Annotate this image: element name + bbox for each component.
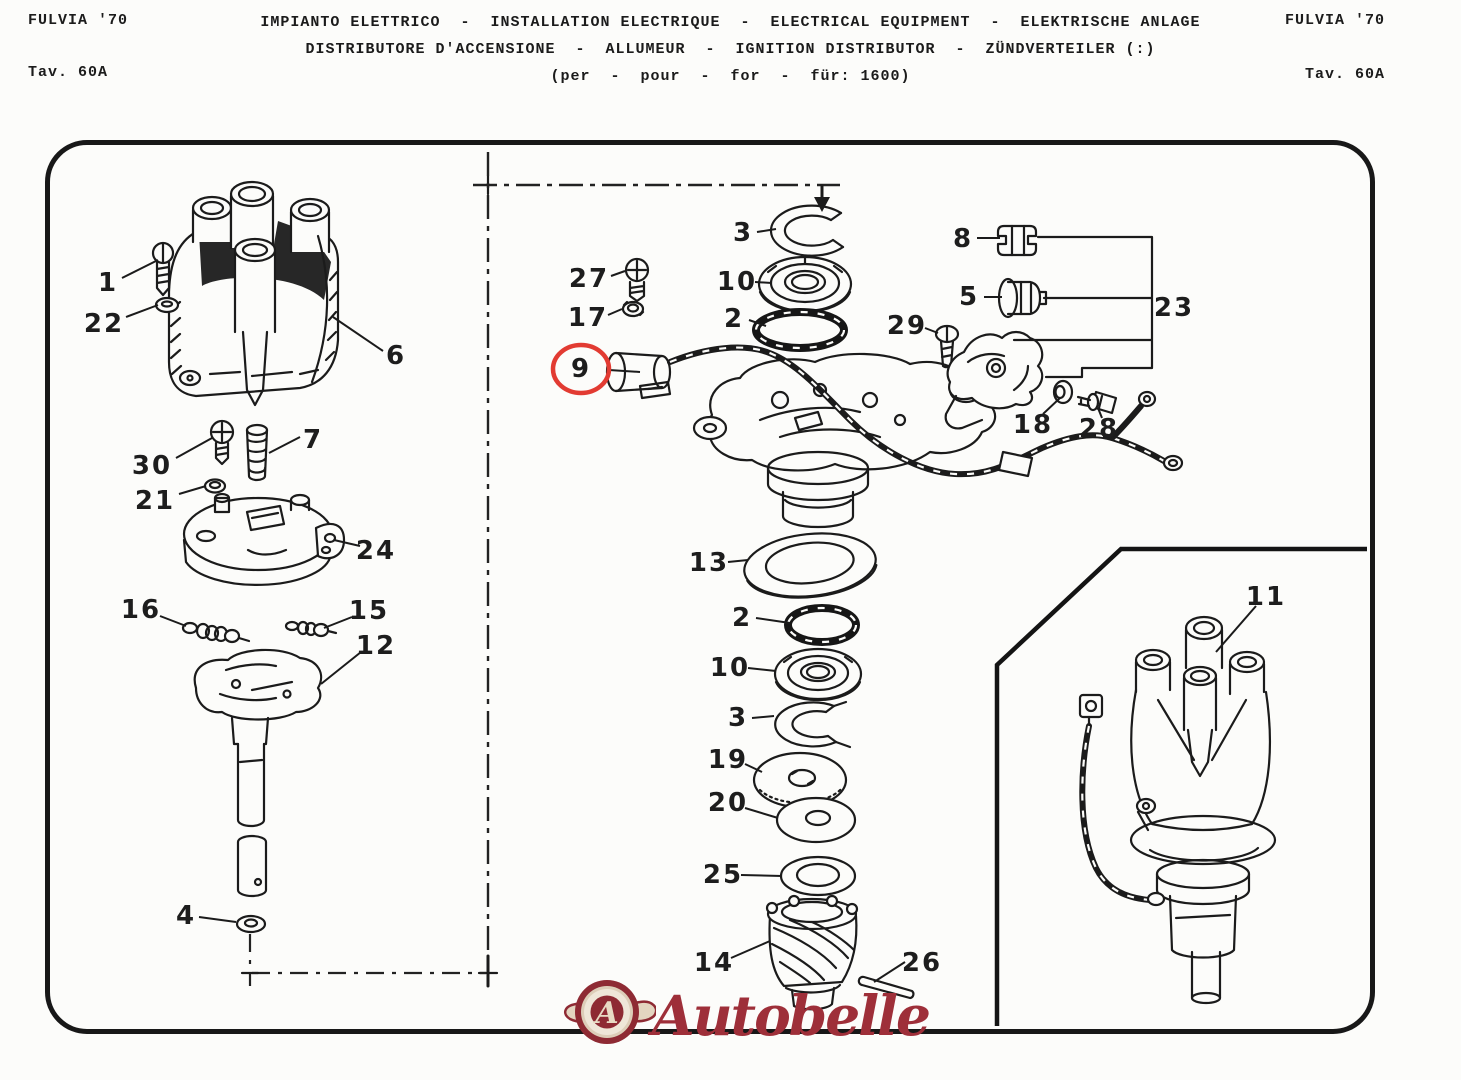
watermark-emblem-icon bbox=[560, 970, 656, 1058]
part-6-distributor-cap bbox=[169, 182, 338, 405]
part-5-grommet bbox=[999, 279, 1046, 317]
part-label-16-7: 16 bbox=[120, 595, 162, 625]
part-12-rotor-shaft bbox=[195, 650, 321, 896]
part-label-13-23: 13 bbox=[688, 548, 730, 578]
part-label-6-2: 6 bbox=[385, 341, 407, 371]
part-25-ring bbox=[781, 857, 855, 895]
part-label-9-13: 9 bbox=[570, 354, 592, 384]
model-name-right: FULVIA '70 bbox=[1284, 12, 1385, 29]
part-label-5-19: 5 bbox=[958, 282, 980, 312]
leader-line-27 bbox=[611, 271, 625, 276]
leader-line-20 bbox=[745, 808, 778, 818]
leader-line-16 bbox=[160, 616, 186, 626]
part-label-23-20: 23 bbox=[1153, 293, 1195, 323]
part-label-29-17: 29 bbox=[886, 311, 928, 341]
part-3-circlip-upper bbox=[771, 206, 843, 256]
part-label-22-1: 22 bbox=[83, 309, 125, 339]
leader-line-10 bbox=[748, 668, 776, 671]
part-21-nut bbox=[205, 480, 225, 493]
part-label-3-26: 3 bbox=[727, 703, 749, 733]
part-9-condenser bbox=[607, 353, 670, 398]
part-17-nut bbox=[623, 302, 643, 316]
leader-line-12 bbox=[321, 652, 361, 684]
part-7-spring bbox=[247, 425, 267, 480]
leader-line-25 bbox=[741, 875, 782, 876]
leader-line-3 bbox=[757, 229, 776, 232]
part-label-25-29: 25 bbox=[702, 860, 744, 890]
part-label-17-12: 17 bbox=[567, 303, 609, 333]
part-13-ring bbox=[741, 527, 879, 604]
leader-line-15 bbox=[324, 617, 352, 628]
part-8-grommet bbox=[998, 226, 1036, 255]
leader-line-18 bbox=[1043, 398, 1060, 414]
part-label-2-24: 2 bbox=[731, 603, 753, 633]
title-line-2: DISTRIBUTORE D'ACCENSIONE - ALLUMEUR - IGNITION DISTRIBUTOR - ZÜNDVERTEILER (:) bbox=[305, 41, 1156, 58]
part-label-1-0: 1 bbox=[97, 268, 119, 298]
part-27-screw bbox=[626, 259, 648, 301]
part-label-8-18: 8 bbox=[952, 224, 974, 254]
part-label-21-4: 21 bbox=[134, 486, 176, 516]
model-name-left: FULVIA '70 bbox=[28, 12, 129, 29]
part-label-26-31: 26 bbox=[901, 948, 943, 978]
part-label-30-3: 30 bbox=[131, 451, 173, 481]
title-line-1: IMPIANTO ELETTRICO - INSTALLATION ELECTRIQUE - ELECTRICAL EQUIPMENT - ELEKTRISCHE ANLAGE bbox=[260, 14, 1201, 31]
watermark bbox=[560, 970, 940, 1058]
table-number-left: Tav. 60A bbox=[28, 64, 109, 81]
part-label-18-21: 18 bbox=[1012, 410, 1054, 440]
part-10-bearing-upper bbox=[759, 257, 851, 312]
part-2-oring-lower bbox=[788, 608, 856, 642]
part-3-circlip-lower bbox=[775, 702, 850, 747]
part-30-screw bbox=[211, 421, 233, 464]
part-24-breaker-plate bbox=[184, 494, 344, 585]
part-1-screw bbox=[153, 243, 173, 295]
part-18-nut bbox=[1054, 381, 1072, 403]
leader-line-1 bbox=[122, 260, 158, 278]
part-label-20-28: 20 bbox=[707, 788, 749, 818]
part-22-washer bbox=[156, 298, 178, 312]
part-label-2-16: 2 bbox=[723, 304, 745, 334]
part-label-12-9: 12 bbox=[355, 631, 397, 661]
table-number-right: Tav. 60A bbox=[1304, 66, 1385, 83]
part-label-7-5: 7 bbox=[302, 425, 324, 455]
watermark-brand-text: Autobelle bbox=[652, 982, 929, 1048]
part-20-washer bbox=[777, 798, 855, 842]
part-16-spring bbox=[183, 623, 249, 642]
part-label-4-10: 4 bbox=[175, 901, 197, 931]
leader-lines bbox=[122, 229, 1256, 982]
leader-line-21 bbox=[179, 486, 206, 494]
part-4-washer bbox=[237, 916, 265, 932]
part-label-14-30: 14 bbox=[693, 948, 735, 978]
part-label-15-8: 15 bbox=[348, 596, 390, 626]
leader-line-4 bbox=[199, 917, 236, 922]
leader-line-22 bbox=[126, 305, 158, 317]
leader-line-10 bbox=[755, 282, 772, 283]
leader-line-14 bbox=[731, 941, 770, 958]
part-9-highlight-circle bbox=[553, 345, 609, 393]
leader-line-17 bbox=[608, 309, 622, 315]
part-15-spring bbox=[286, 622, 336, 636]
part-label-10-25: 10 bbox=[709, 653, 751, 683]
leader-line-6 bbox=[333, 317, 383, 351]
leader-line-13 bbox=[728, 560, 748, 562]
part-label-11-32: 11 bbox=[1245, 582, 1287, 612]
part-label-28-22: 28 bbox=[1078, 414, 1120, 444]
leader-line-30 bbox=[176, 438, 212, 458]
leader-line-3 bbox=[752, 716, 774, 718]
watermark-monogram: A bbox=[595, 996, 619, 1031]
part-label-19-27: 19 bbox=[707, 745, 749, 775]
title-line-3: (per - pour - for - für: 1600) bbox=[550, 68, 911, 85]
part-label-24-6: 24 bbox=[355, 536, 397, 566]
part-label-3-14: 3 bbox=[732, 218, 754, 248]
part-10-bearing-lower bbox=[775, 649, 861, 700]
part-28-screw bbox=[1078, 392, 1116, 413]
part-2-oring-upper bbox=[756, 312, 844, 348]
leader-line-7 bbox=[269, 437, 300, 453]
part-label-27-11: 27 bbox=[568, 264, 610, 294]
part-11-distributor-assembly bbox=[1080, 617, 1275, 1003]
part-label-10-15: 10 bbox=[716, 267, 758, 297]
